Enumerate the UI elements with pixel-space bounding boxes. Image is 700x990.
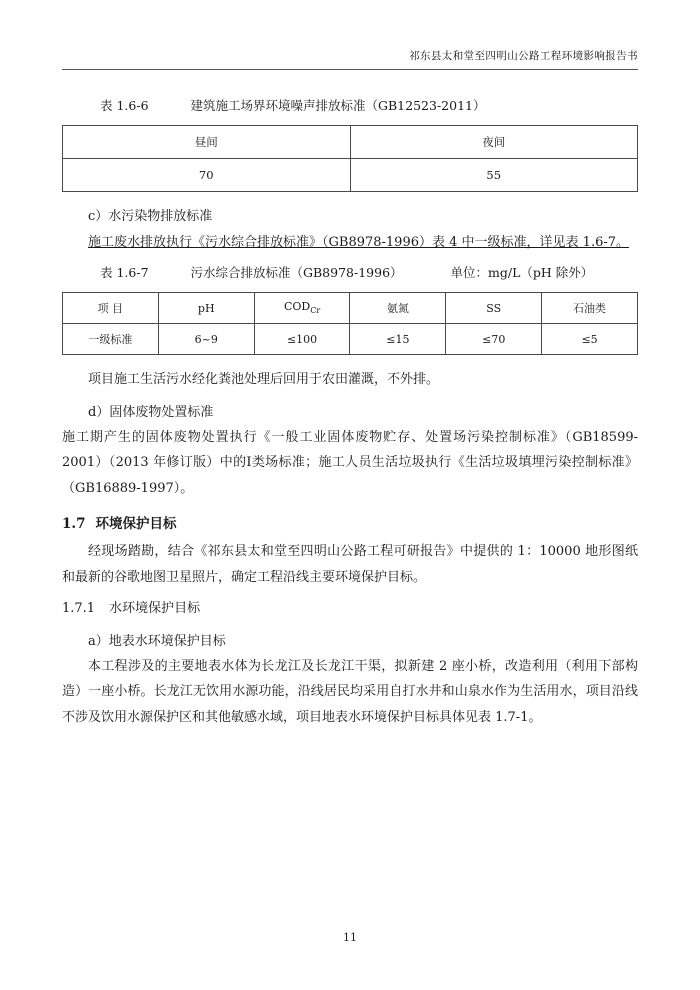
table-1-6-7-header-oil: 石油类 [542,293,638,324]
table-1-6-7-value-cod: ≤100 [254,324,350,355]
section-1-7-body: 经现场踏勘，结合《祁东县太和堂至四明山公路工程可研报告》中提供的 1：10000 地形图纸和最新的谷歌地图卫星照片，确定工程沿线主要环境保护目标。 [62,544,638,585]
table-1-6-7-header-cod: $COD_{Cr}$ [254,293,350,324]
table-1-6-6-header-day: 昼间 [63,126,351,159]
table-1-6-6-header-night: 夜间 [350,126,638,159]
section-1-7-title: 环境保护目标 [95,516,177,533]
table-1-6-7-value-ammonia: ≤15 [350,324,446,355]
table-row [63,159,638,192]
table-1-6-7-title: 污水综合排放标准（GB8978-1996） [190,265,403,281]
table-1-6-7-value-ss: ≤70 [446,324,542,355]
table-1-6-6-value-day: 70 [63,159,351,192]
table-row [63,126,638,159]
page-body [62,70,638,730]
section-1-7-1-number: 1.7.1 [62,601,96,617]
paragraph-c-body: 施工废水排放执行《污水综合排放标准》（GB8978-1996）表 4 中一级标准，详见表 1.6-7。 [88,234,630,250]
table-row [63,293,638,324]
section-1-7-1-title: 水环境保护目标 [109,601,201,617]
table-1-6-6-caption [62,94,638,118]
table-1-6-7 [62,292,638,355]
table-1-6-7-header-ss: SS [446,293,542,324]
page-number: 11 [343,931,357,944]
table-1-6-6-title: 建筑施工场界环境噪声排放标准（GB12523-2011） [190,98,486,113]
table-1-6-7-caption [62,261,638,285]
paragraph-c-title: c）水污染物排放标准 [88,209,213,225]
section-1-7-number: 1.7 [62,516,86,533]
table-1-6-7-header-item: 项 目 [63,293,159,324]
item-a-body: 本工程涉及的主要地表水体为长龙江及长龙江干渠，拟新建 2 座小桥，改造利用（利用下部构造）一座小桥。长龙江无饮用水源功能，沿线居民均采用自打水井和山泉水作为生活用水，项目沿线不涉及饮用水源保护区和其他敏感水域，项目地表水环境保护目标具体见表 1.7-1。 [62,658,638,725]
table-1-6-7-unit: 单位：mg/L（pH 除外） [450,265,594,281]
item-a-title: a）地表水环境保护目标 [88,633,226,649]
table-row [63,324,638,355]
paragraph-d-body: 施工期产生的固体废物处置执行《一般工业固体废物贮存、处置场污染控制标准》（GB18599-2001）（2013 年修订版）中的Ⅰ类场标准；施工人员生活垃圾执行《生活垃圾填埋污染控制标准》（GB16889-1997）。 [62,430,638,496]
page-header [62,0,638,70]
running-title: 祁东县太和堂至四明山公路工程环境影响报告书 [409,50,638,62]
table-1-6-7-number: 表 1.6-7 [100,265,149,281]
table-1-6-7-value-ph: 6~9 [158,324,254,355]
table-1-6-7-value-oil: ≤5 [542,324,638,355]
page-footer [0,931,700,944]
table-1-6-7-header-ph: pH [158,293,254,324]
paragraph-d-title: d）固体废物处置标准 [88,404,214,420]
table-1-6-7-value-item: 一级标准 [63,324,159,355]
paragraph-after-table: 项目施工生活污水经化粪池处理后回用于农田灌溉，不外排。 [88,372,440,388]
table-1-6-6-value-night: 55 [350,159,638,192]
section-1-7-1-heading [62,596,638,621]
section-1-7-heading [62,511,638,537]
table-1-6-6 [62,125,638,192]
table-1-6-6-number: 表 1.6-6 [100,98,149,113]
table-1-6-7-header-ammonia: 氨氮 [350,293,446,324]
